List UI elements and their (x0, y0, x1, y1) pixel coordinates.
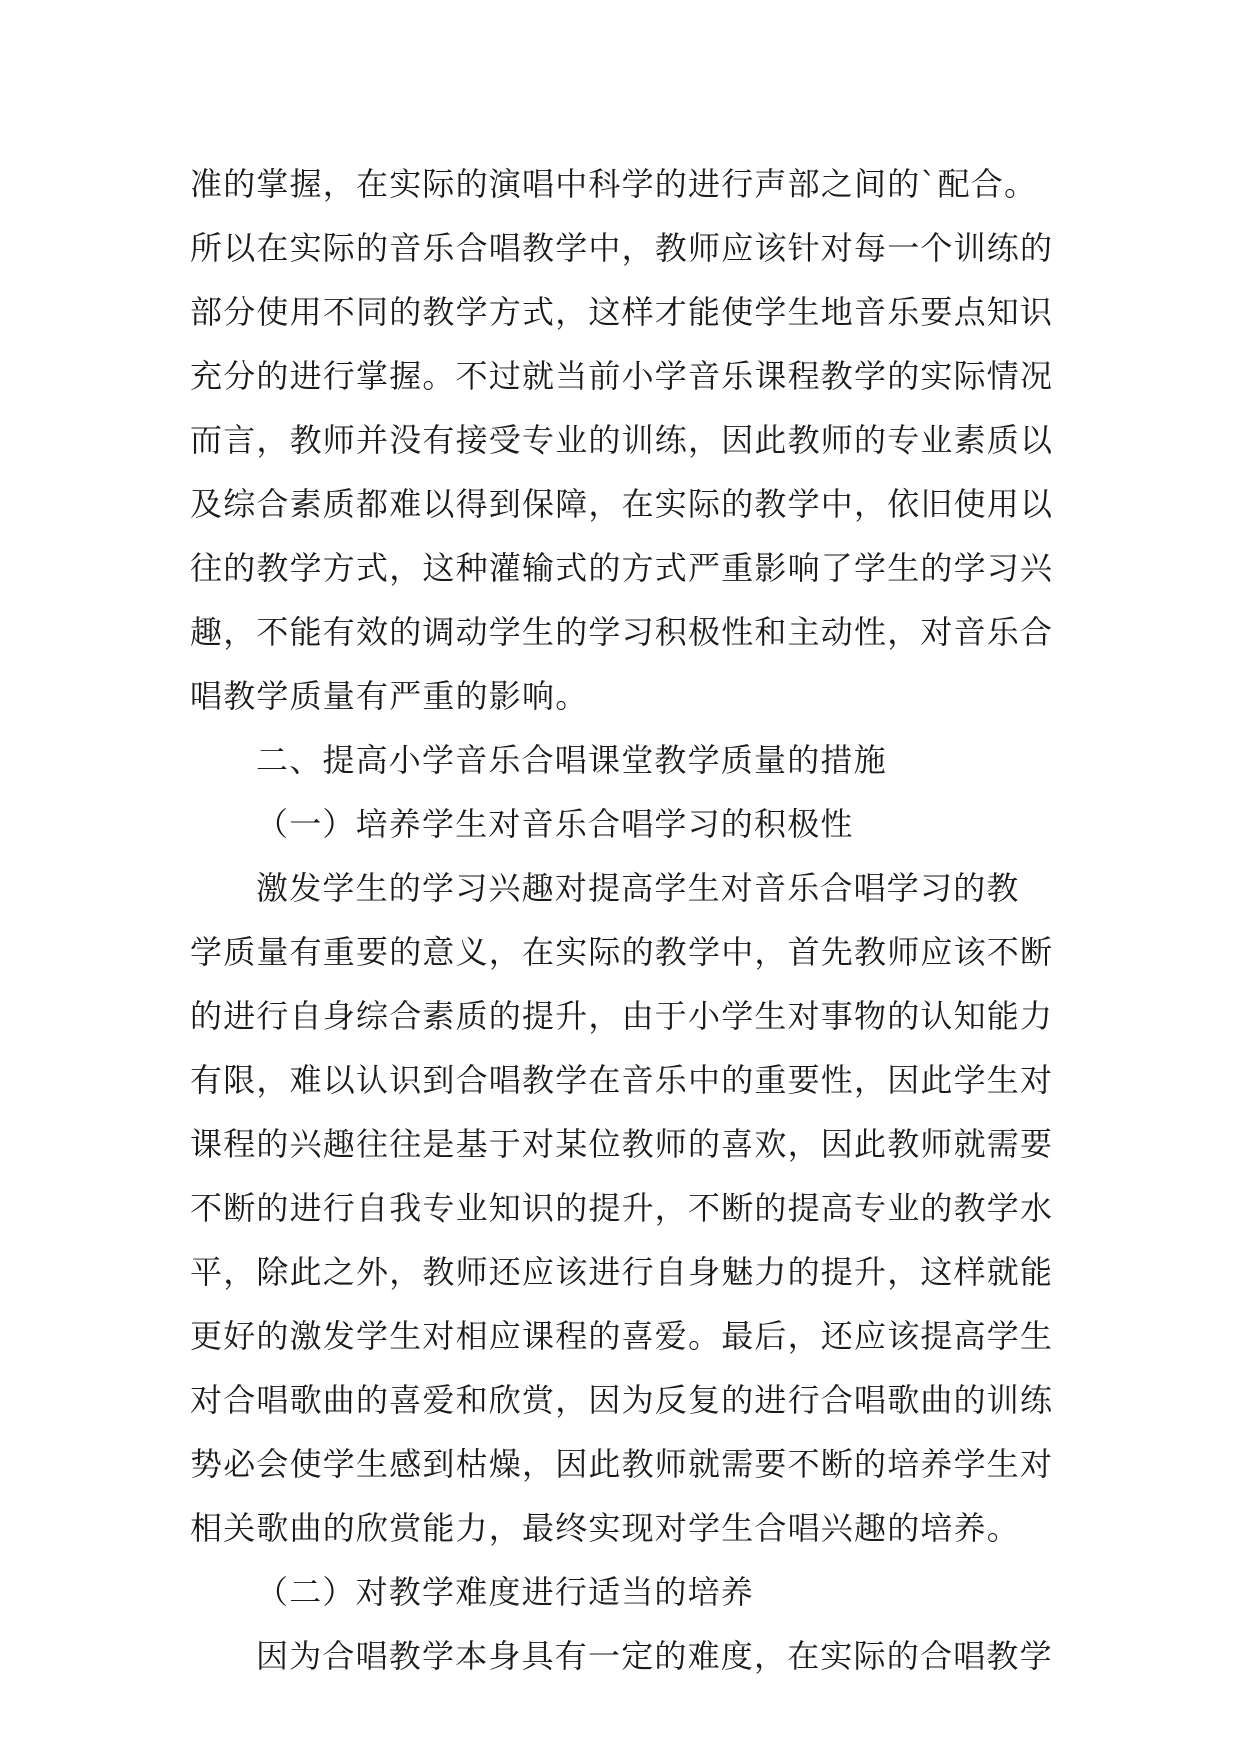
paragraph-line: 准的掌握，在实际的演唱中科学的进行声部之间的`配合。 (190, 165, 1038, 203)
paragraph-line: 而言，教师并没有接受专业的训练，因此教师的专业素质以 (190, 421, 1054, 459)
paragraph-line: 不断的进行自我专业知识的提升，不断的提高专业的教学水 (190, 1189, 1054, 1227)
paragraph-line-indented: 因为合唱教学本身具有一定的难度，在实际的合唱教学 (256, 1637, 1053, 1675)
paragraph-line: 平，除此之外，教师还应该进行自身魅力的提升，这样就能 (190, 1253, 1054, 1291)
paragraph-line: 唱教学质量有严重的影响。 (190, 677, 589, 715)
paragraph-line: 充分的进行掌握。不过就当前小学音乐课程教学的实际情况 (190, 357, 1054, 395)
paragraph-line: 有限，难以认识到合唱教学在音乐中的重要性，因此学生对 (190, 1061, 1054, 1099)
paragraph-line-indented: 激发学生的学习兴趣对提高学生对音乐合唱学习的教 (256, 869, 1020, 907)
paragraph-line: 更好的激发学生对相应课程的喜爱。最后，还应该提高学生 (190, 1317, 1054, 1355)
paragraph-line: 部分使用不同的教学方式，这样才能使学生地音乐要点知识 (190, 293, 1054, 331)
paragraph-line: 往的教学方式，这种灌输式的方式严重影响了学生的学习兴 (190, 549, 1054, 587)
paragraph-line: 所以在实际的音乐合唱教学中，教师应该针对每一个训练的 (190, 229, 1054, 267)
section-heading: 二、提高小学音乐合唱课堂教学质量的措施 (256, 741, 887, 779)
paragraph-line: 势必会使学生感到枯燥，因此教师就需要不断的培养学生对 (190, 1445, 1054, 1483)
paragraph-line: 对合唱歌曲的喜爱和欣赏，因为反复的进行合唱歌曲的训练 (190, 1381, 1054, 1419)
paragraph-line: 学质量有重要的意义，在实际的教学中，首先教师应该不断 (190, 933, 1054, 971)
subsection-heading: （一）培养学生对音乐合唱学习的积极性 (256, 805, 854, 843)
paragraph-line: 课程的兴趣往往是基于对某位教师的喜欢，因此教师就需要 (190, 1125, 1054, 1163)
paragraph-line: 的进行自身综合素质的提升，由于小学生对事物的认知能力 (190, 997, 1054, 1035)
paragraph-line: 及综合素质都难以得到保障，在实际的教学中，依旧使用以 (190, 485, 1054, 523)
subsection-heading: （二）对教学难度进行适当的培养 (256, 1573, 755, 1611)
paragraph-line: 相关歌曲的欣赏能力，最终实现对学生合唱兴趣的培养。 (190, 1509, 1021, 1547)
paragraph-line: 趣，不能有效的调动学生的学习积极性和主动性，对音乐合 (190, 613, 1054, 651)
